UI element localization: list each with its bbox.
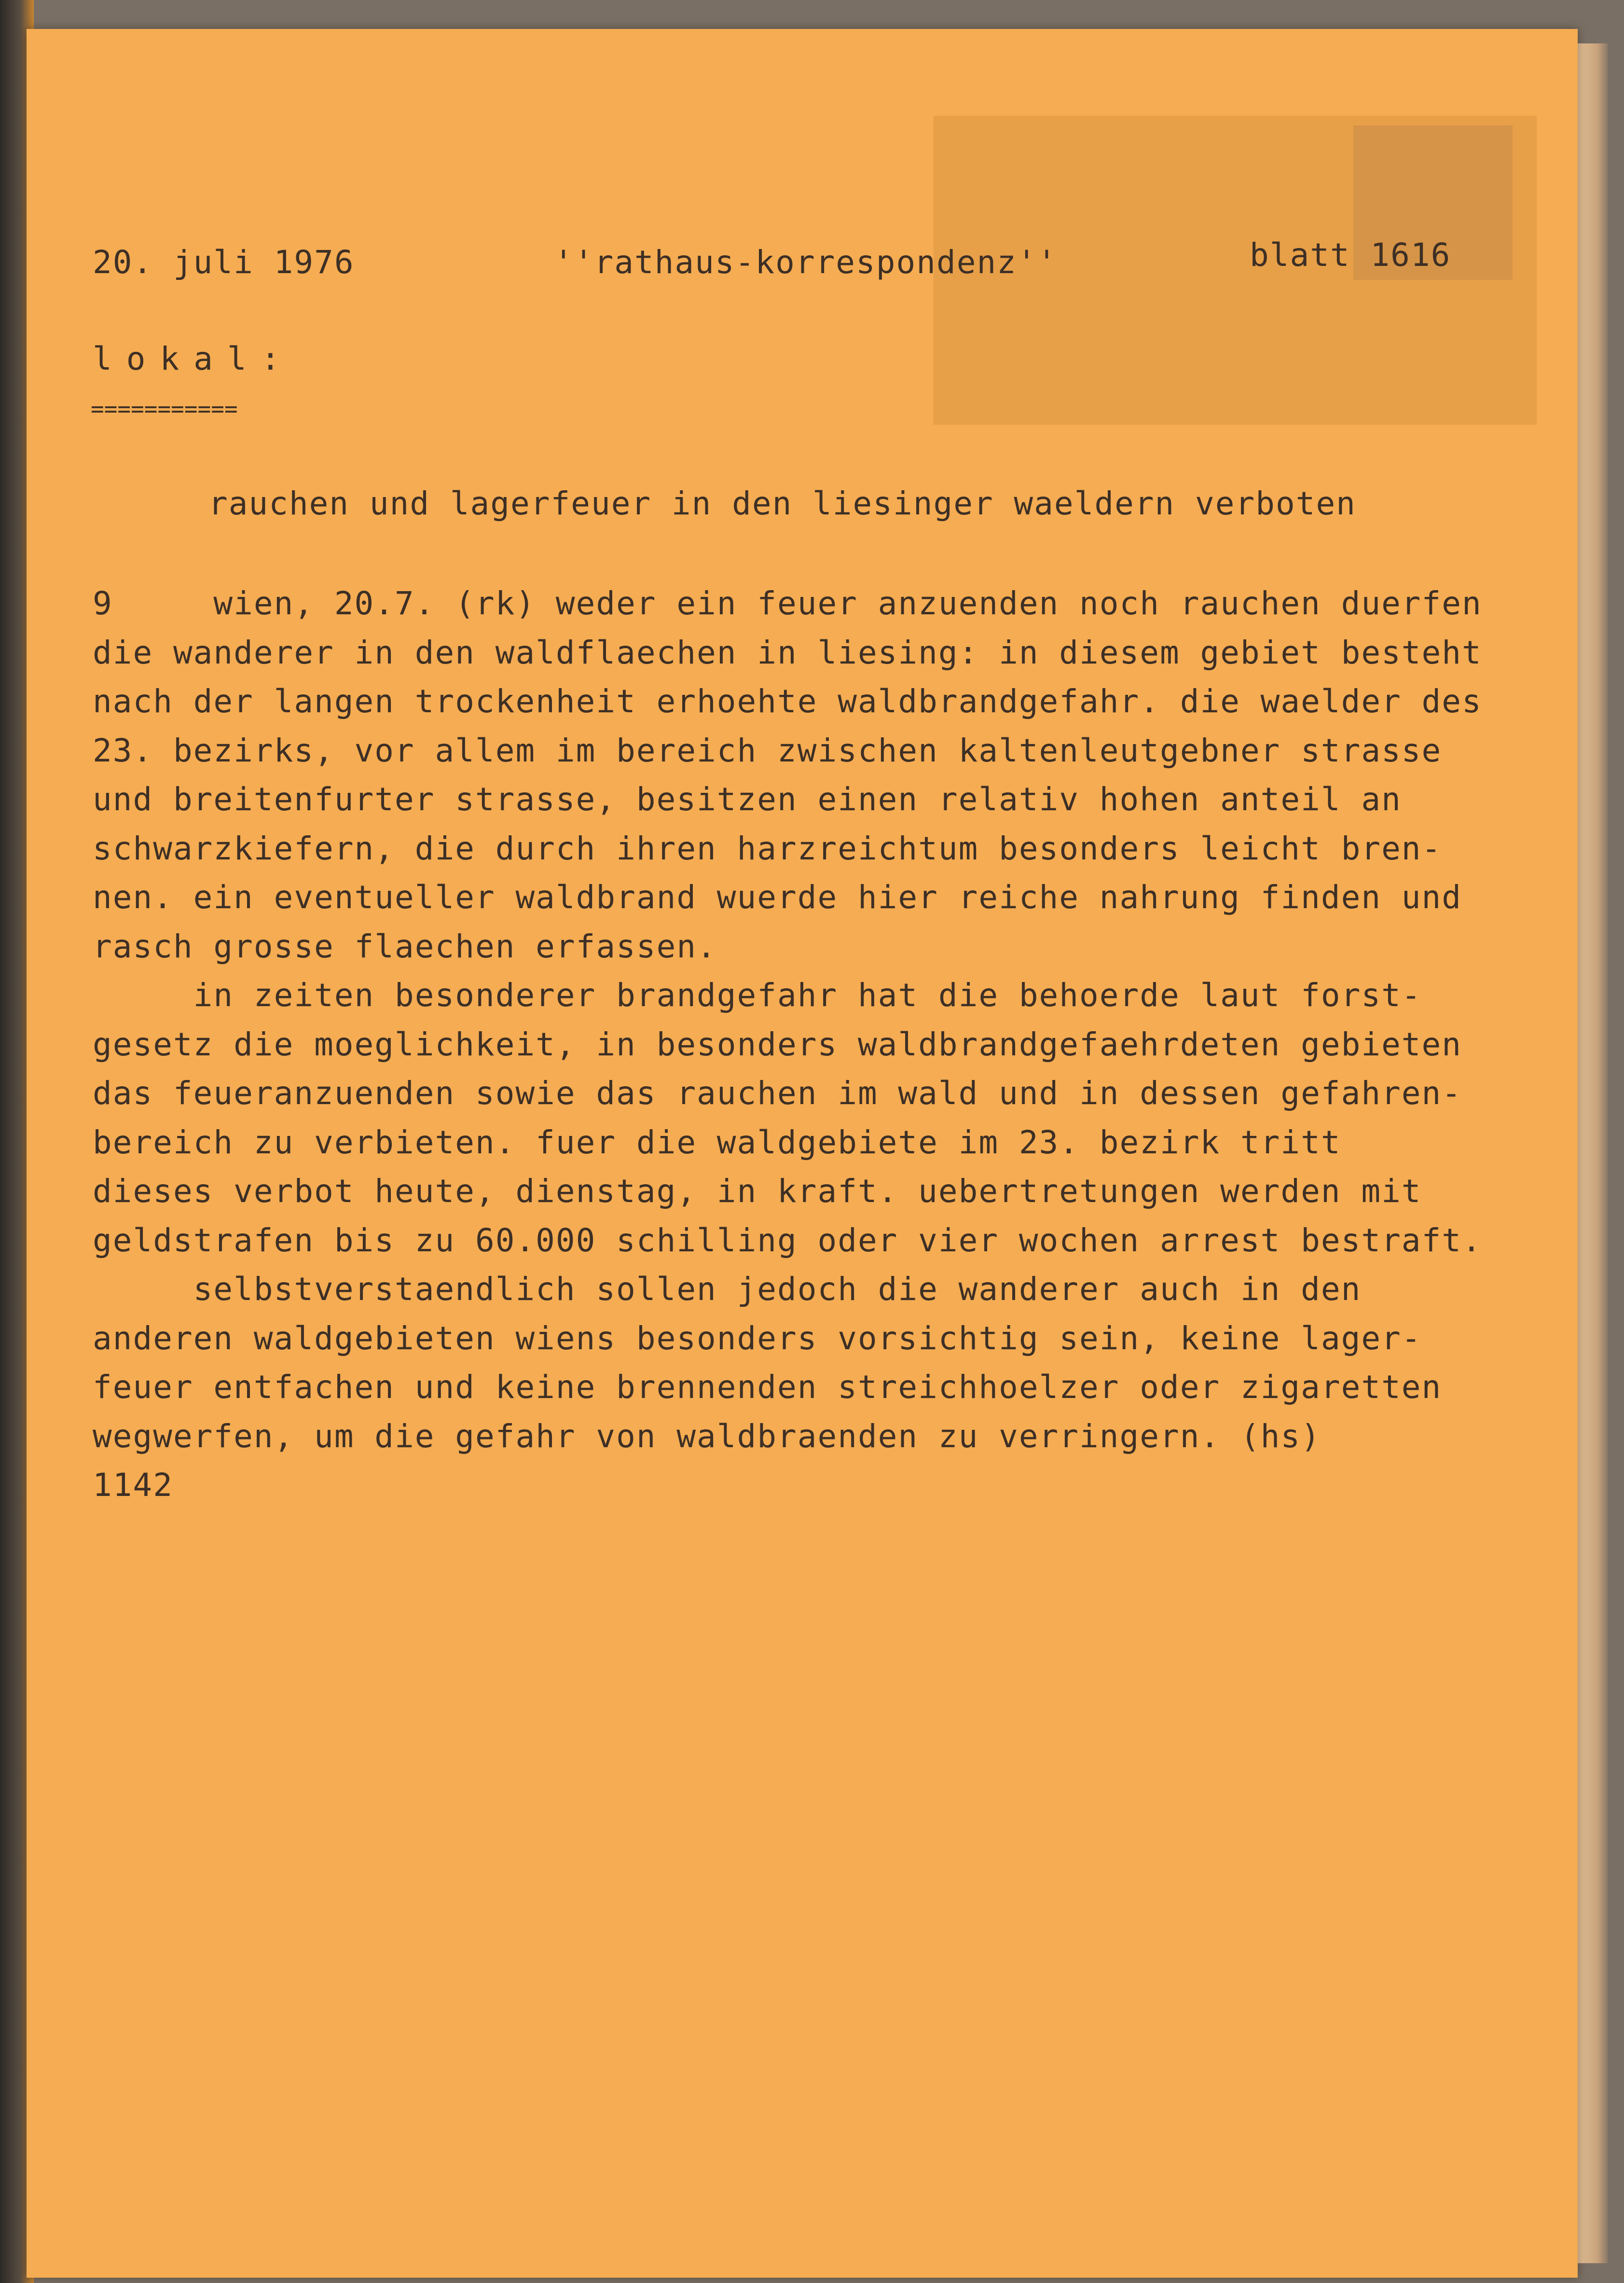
section-underline: ===========: [91, 396, 238, 422]
body-line: und breitenfurter strasse, besitzen einen relativ hohen anteil an: [93, 781, 1402, 818]
article-headline: rauchen und lagerfeuer in den liesinger waeldern verboten: [208, 485, 1356, 522]
body-line: gesetz die moeglichkeit, in besonders waldbrandgefaehrdeten gebieten: [93, 1025, 1462, 1063]
body-line: wegwerfen, um die gefahr von waldbraenden zu verringern. (hs): [93, 1417, 1321, 1455]
body-line: schwarzkiefern, die durch ihren harzreichtum besonders leicht bren-: [93, 830, 1442, 867]
section-label: lokal:: [93, 340, 295, 377]
body-line: das feueranzuenden sowie das rauchen im wald und in dessen gefahren-: [93, 1075, 1462, 1112]
body-line: dieses verbot heute, dienstag, in kraft. uebertretungen werden mit: [93, 1173, 1422, 1210]
body-line: feuer entfachen und keine brennenden streichhoelzer oder zigaretten: [93, 1369, 1442, 1406]
body-line: die wanderer in den waldflaechen in liesing: in diesem gebiet besteht: [93, 634, 1482, 671]
body-line: 9 wien, 20.7. (rk) weder ein feuer anzuenden noch rauchen duerfen: [93, 585, 1482, 622]
body-line: rasch grosse flaechen erfassen.: [93, 927, 717, 965]
body-line: geldstrafen bis zu 60.000 schilling oder vier wochen arrest bestraft.: [93, 1221, 1482, 1259]
body-line: bereich zu verbieten. fuer die waldgebiete im 23. bezirk tritt: [93, 1123, 1341, 1161]
header-sheet-number: blatt 1616: [1250, 236, 1451, 274]
body-line: selbstverstaendlich sollen jedoch die wanderer auch in den: [93, 1271, 1362, 1308]
header-publication: ''rathaus-korrespondenz'': [554, 244, 1058, 281]
article-body: [93, 579, 1482, 1510]
header-date: 20. juli 1976: [93, 244, 355, 281]
body-line: in zeiten besonderer brandgefahr hat die behoerde laut forst-: [93, 977, 1422, 1014]
body-line: 23. bezirks, vor allem im bereich zwischen kaltenleutgebner strasse: [93, 732, 1442, 769]
document-number: 1142: [93, 1467, 173, 1504]
body-line: nen. ein eventueller waldbrand wuerde hier reiche nahrung finden und: [93, 879, 1462, 916]
page-stack-edge: [1574, 43, 1608, 2263]
body-line: nach der langen trockenheit erhoehte waldbrandgefahr. die waelder des: [93, 683, 1482, 720]
body-line: anderen waldgebieten wiens besonders vorsichtig sein, keine lager-: [93, 1319, 1422, 1357]
